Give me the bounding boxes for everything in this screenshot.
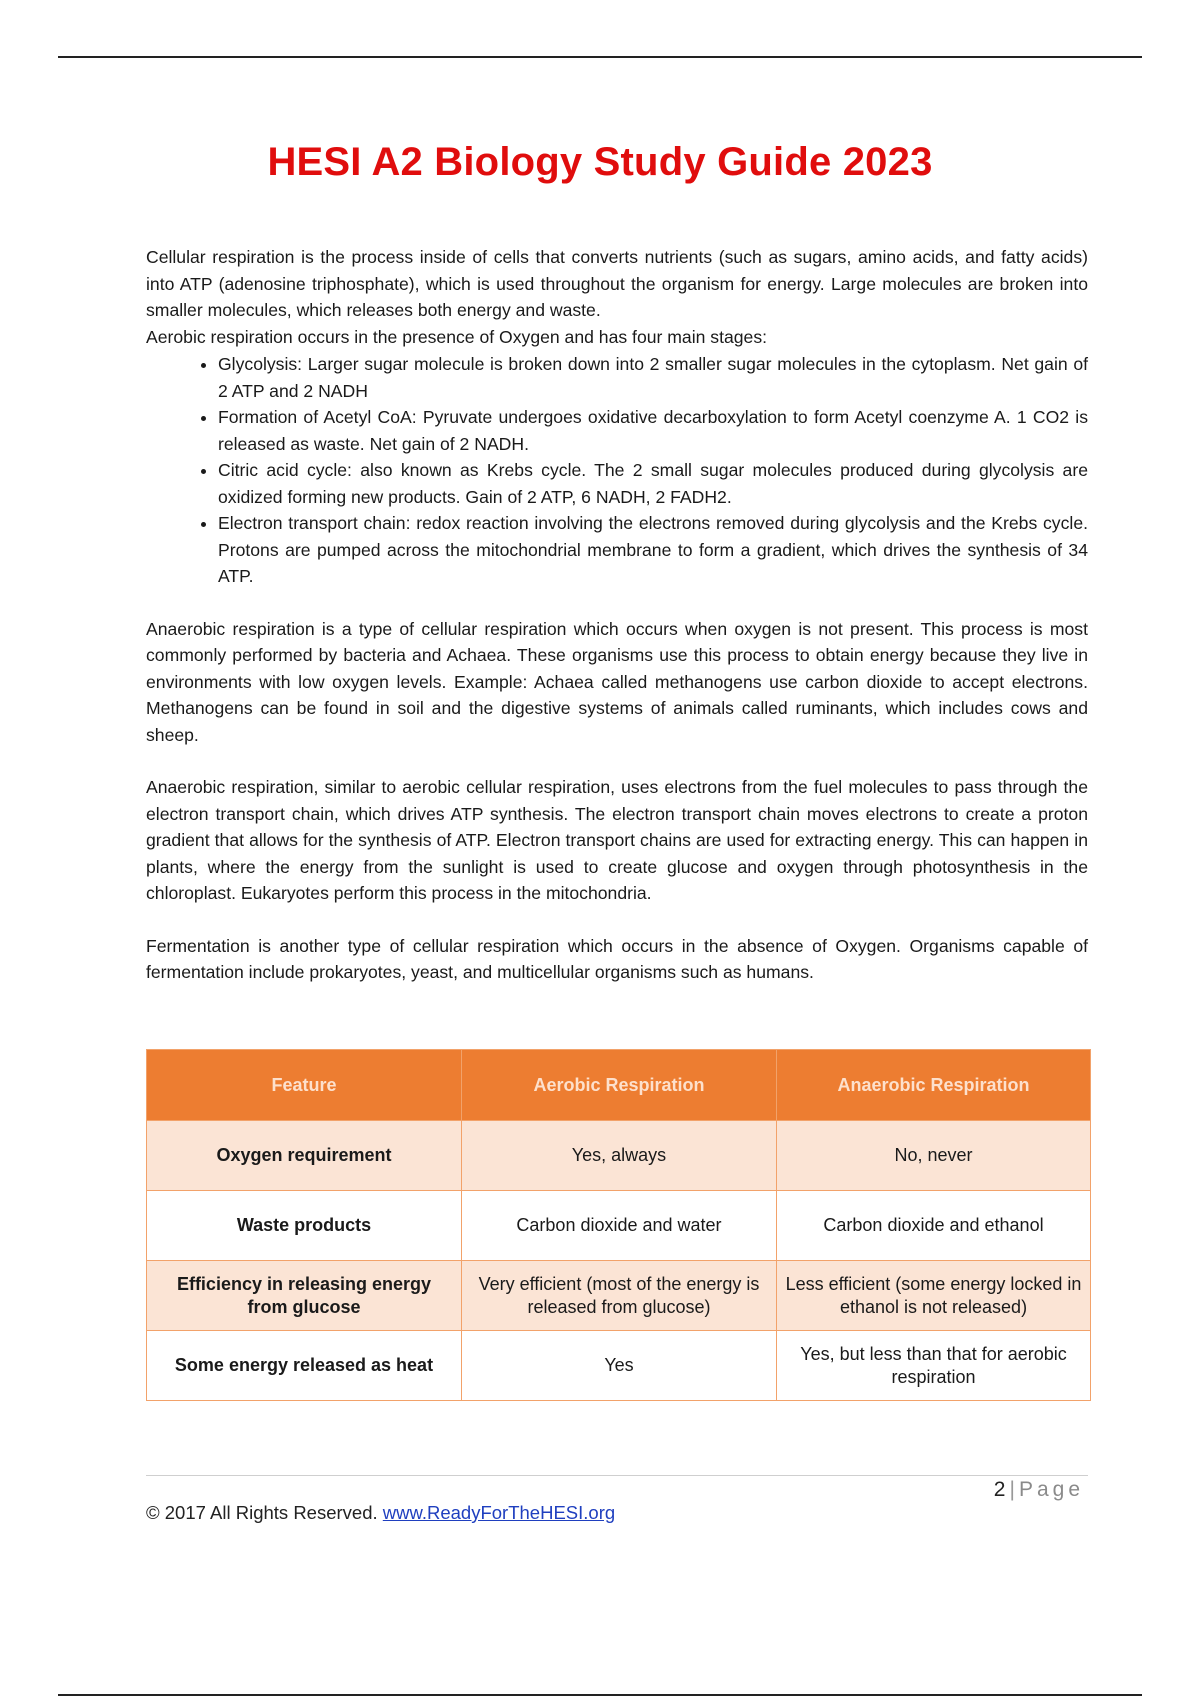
copyright-text: © 2017 All Rights Reserved.	[146, 1502, 378, 1523]
page-number-value: 2	[993, 1478, 1006, 1501]
aerobic-intro: Aerobic respiration occurs in the presence of Oxygen and has four main stages:	[146, 326, 768, 347]
header-anaerobic: Anaerobic Respiration	[777, 1050, 1091, 1121]
page-separator: |	[1009, 1478, 1015, 1501]
table-row	[147, 1331, 1091, 1401]
anaerobic-cell: Yes, but less than that for aerobic respiration	[777, 1331, 1091, 1401]
page-number	[994, 1478, 1084, 1502]
table-header-row	[147, 1050, 1091, 1121]
table-row	[147, 1261, 1091, 1331]
header-feature: Feature	[147, 1050, 462, 1121]
feature-cell: Efficiency in releasing energy from glucose	[147, 1261, 462, 1331]
body-content	[146, 244, 1088, 986]
table-row	[147, 1191, 1091, 1261]
feature-cell: Oxygen requirement	[147, 1121, 462, 1191]
feature-cell: Some energy released as heat	[147, 1331, 462, 1401]
page-title: HESI A2 Biology Study Guide 2023	[267, 140, 933, 184]
website-link[interactable]: www.ReadyForTheHESI.org	[382, 1502, 616, 1523]
copyright	[146, 1502, 615, 1524]
anaerobic-paragraph: Anaerobic respiration is a type of cellular respiration which occurs when oxygen is not present. This process is most commonly performed by bacteria and Achaea. These organisms use this process to obtain energy because they live in environments with low oxygen levels. Example: Achaea called methanogens use carbon dioxide to accept electrons. Methanogens can be found in soil and the digestive systems of animals called ruminants, which includes cows and sheep.	[146, 618, 1088, 745]
list-item: • Citric acid cycle: also known as Krebs cycle. The 2 small sugar molecules produced during glycolysis are oxidized forming new products. Gain of 2 ATP, 6 NADH, 2 FADH2.	[218, 457, 1088, 510]
page-label: Page	[1018, 1478, 1084, 1501]
table-row	[147, 1121, 1091, 1191]
feature-cell: Waste products	[147, 1191, 462, 1261]
anaerobic-cell: Carbon dioxide and ethanol	[777, 1191, 1091, 1261]
aerobic-cell: Very efficient (most of the energy is released from glucose)	[462, 1261, 777, 1331]
anaerobic-etc-paragraph: Anaerobic respiration, similar to aerobic cellular respiration, uses electrons from the fuel molecules to pass through the electron transport chain, which drives ATP synthesis. The electron transport chain moves electrons to create a proton gradient that allows for the synthesis of ATP. Electron transport chains are used for extracting energy. This can happen in plants, where the energy from the sunlight is used to create glucose and oxygen through photosynthesis in the chloroplast. Eukaryotes perform this process in the mitochondria.	[146, 777, 1088, 903]
intro-paragraph: Cellular respiration is the process inside of cells that converts nutrients (such as sugars, amino acids, and fatty acids) into ATP (adenosine triphosphate), which is used throughout the organism for energy. Large molecules are broken into smaller molecules, which releases both energy and waste.	[146, 247, 1088, 320]
stages-list	[146, 351, 1088, 590]
aerobic-cell: Yes, always	[462, 1121, 777, 1191]
footer-rule	[146, 1475, 1088, 1476]
fermentation-paragraph: Fermentation is another type of cellular respiration which occurs in the absence of Oxygen. Organisms capable of fermentation include prokaryotes, yeast, and multicellular organisms such as humans.	[146, 935, 1088, 982]
anaerobic-cell: No, never	[777, 1121, 1091, 1191]
list-item: • Glycolysis: Larger sugar molecule is broken down into 2 smaller sugar molecules in the cytoplasm. Net gain of 2 ATP and 2 NADH	[218, 351, 1088, 404]
aerobic-cell: Carbon dioxide and water	[462, 1191, 777, 1261]
aerobic-cell: Yes	[462, 1331, 777, 1401]
comparison-table	[146, 1049, 1091, 1401]
header-rule	[58, 56, 1142, 58]
list-item: • Formation of Acetyl CoA: Pyruvate undergoes oxidative decarboxylation to form Acetyl coenzyme A. 1 CO2 is released as waste. Net gain of 2 NADH.	[218, 404, 1088, 457]
bottom-rule	[58, 1694, 1142, 1696]
anaerobic-cell: Less efficient (some energy locked in ethanol is not released)	[777, 1261, 1091, 1331]
list-item: • Electron transport chain: redox reaction involving the electrons removed during glycolysis and the Krebs cycle. Protons are pumped across the mitochondrial membrane to form a gradient, which drives the synthesis of 34 ATP.	[218, 510, 1088, 590]
header-aerobic: Aerobic Respiration	[462, 1050, 777, 1121]
